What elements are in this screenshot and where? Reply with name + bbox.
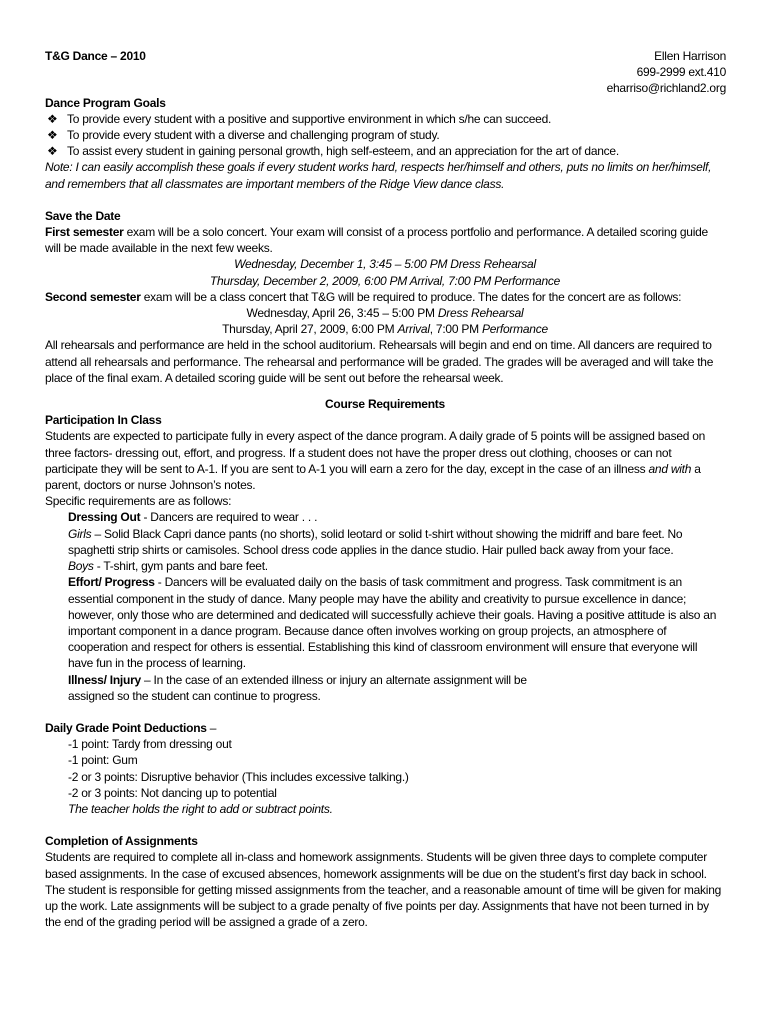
document-title: T&G Dance – 2010 (45, 49, 146, 63)
illness-injury-line: Illness/ Injury – In the case of an extended illness or injury an alternate assignment will be (68, 672, 527, 687)
girls-requirement: Girls – Solid Black Capri dance pants (no shorts), solid leotard or solid t-shirt without showing the midriff and bare feet. No spaghetti strip shirts or camisoles. School dress code applies in the dance studio. Hair pulled back away from your face. (68, 526, 683, 557)
completion-paragraph: Students are required to complete all in-class and homework assignments. Students will be given three days to complete computer based assignments. In the case of excused absences, homework assignments will be due on the student’s first day back in school. The student is responsible for getting missed assignments from the teacher, and a reasonable amount of time will be given for making up the work. Late assignments will be subject to a grade penalty of five points per day. Assignments that have not been turned in by the end of the grading period will be assigned a grade of a zero. (45, 850, 722, 930)
deduction-item: -2 or 3 points: Not dancing up to potential (68, 785, 277, 800)
first-semester-date-1: Wednesday, December 1, 3:45 – 5:00 PM Dress Rehearsal (234, 257, 536, 272)
deduction-item: -1 point: Gum (68, 753, 138, 768)
document-header (45, 48, 725, 97)
goals-list (45, 111, 725, 160)
deductions-list (45, 736, 725, 817)
dressing-out-line: Dressing Out - Dancers are required to wear . . . (68, 510, 318, 525)
contact-name: Ellen Harrison (654, 49, 726, 63)
deductions-note: The teacher holds the right to add or subtract points. (68, 801, 333, 816)
first-semester-paragraph: First semester exam will be a solo concert. Your exam will consist of a process portfolio and performance. A detailed scoring guide will be made available in the next few weeks. (45, 225, 708, 256)
illness-injury-line-2: assigned so the student can continue to progress. (68, 688, 321, 703)
participation-paragraph: Students are expected to participate fully in every aspect of the dance program. A daily grade of 5 points will be assigned based on three factors- dressing out, effort, and progress. If a student does not have the proper dress out clothing, chooses or can not participate they will be sent to A-1. If you are sent to A-1 you will earn a zero for the day, except in the case of an illness and with a parent, doctors or nurse Johnson’s notes. (45, 429, 706, 493)
goal-item: ❖ To assist every student in gaining personal growth, high self-esteem, and an appreciation for the art of dance. (47, 144, 619, 159)
rehearsal-paragraph: All rehearsals and performance are held in the school auditorium. Rehearsals will begin and end on time. All dancers are required to attend all rehearsals and performance. The rehearsal and performance will be graded. The grades will be averaged and will take the place of the final exam. A detailed scoring guide will be sent out before the rehearsal week. (45, 338, 714, 385)
requirements-block (45, 509, 725, 703)
goal-item: ❖ To provide every student with a positive and supportive environment in which s/he can succeed. (47, 111, 552, 126)
diamond-bullet-icon: ❖ (47, 128, 58, 143)
completion-heading: Completion of Assignments (45, 834, 198, 849)
effort-progress-paragraph: Effort/ Progress - Dancers will be evaluated daily on the basis of task commitment and progress. Task commitment is an essential component in the study of dance. Many people may have the ability and creativity to pursue excellence in dance; however, only those who are determined and dedicated will successfully achieve their goals. Having a positive attitude is also an important component in a dance program. Because dance often involves working on group projects, an atmosphere of cooperation and respect for others is essential. Establishing this kind of classroom environment will ensure that everyone will have fun in the process of learning. (68, 575, 717, 671)
course-requirements-heading: Course Requirements (325, 397, 445, 412)
goals-heading: Dance Program Goals (45, 95, 166, 110)
goal-item: ❖ To provide every student with a diverse and challenging program of study. (47, 128, 440, 143)
diamond-bullet-icon: ❖ (47, 111, 58, 126)
deductions-heading-line: Daily Grade Point Deductions – (45, 720, 217, 735)
diamond-bullet-icon: ❖ (47, 144, 58, 159)
second-semester-date-2: Thursday, April 27, 2009, 6:00 PM Arrival, 7:00 PM Performance (222, 322, 548, 337)
deduction-item: -1 point: Tardy from dressing out (68, 737, 232, 752)
participation-heading: Participation In Class (45, 413, 162, 428)
goals-note: Note: I can easily accomplish these goals if every student works hard, respects her/himself and others, puts no limits on her/himself, and remembers that all classmates are important members of the Ridge View dance class. (45, 160, 712, 191)
document-page (45, 48, 725, 930)
second-semester-date-1: Wednesday, April 26, 3:45 – 5:00 PM Dress Rehearsal (246, 306, 524, 321)
first-semester-date-2: Thursday, December 2, 2009, 6:00 PM Arrival, 7:00 PM Performance (209, 273, 561, 288)
boys-requirement: Boys - T-shirt, gym pants and bare feet. (68, 559, 268, 574)
contact-block (607, 48, 726, 97)
specific-requirements-label: Specific requirements are as follows: (45, 494, 232, 509)
save-date-heading: Save the Date (45, 208, 121, 223)
deductions-heading: Daily Grade Point Deductions (45, 720, 207, 735)
contact-email: eharriso@richland2.org (606, 81, 726, 96)
deduction-item: -2 or 3 points: Disruptive behavior (This includes excessive talking.) (68, 769, 409, 784)
contact-phone: 699-2999 ext.410 (636, 65, 726, 80)
second-semester-paragraph: Second semester exam will be a class concert that T&G will be required to produce. The dates for the concert are as follows: (45, 289, 682, 304)
